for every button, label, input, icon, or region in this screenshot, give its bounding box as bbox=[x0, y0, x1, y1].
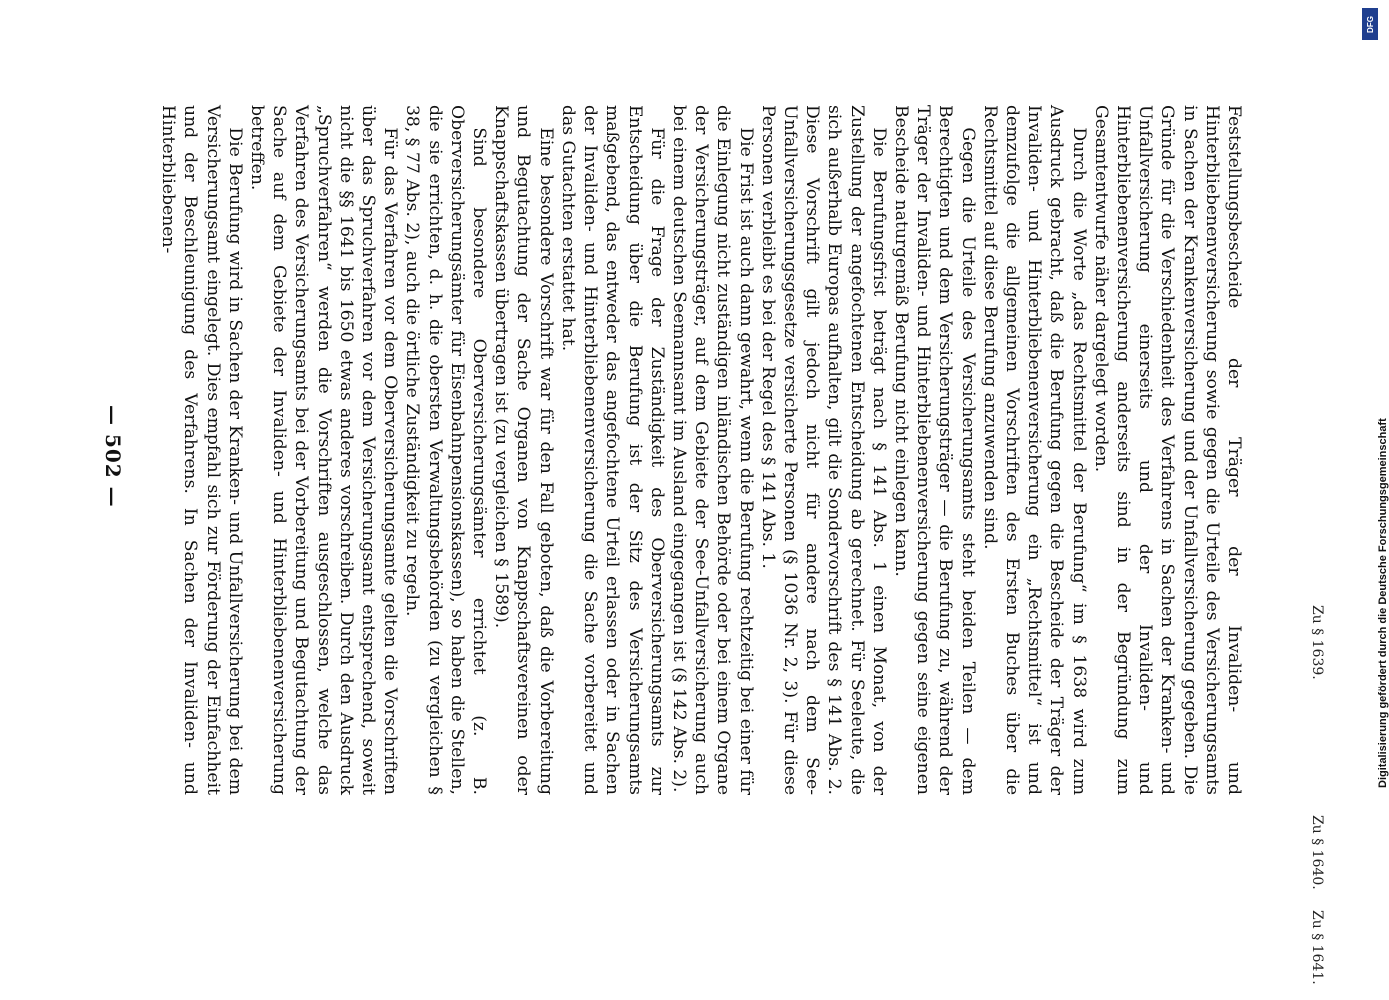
paragraph-4: Die Berufungsfrist beträgt nach § 141 Abs. 1 einen Monat, von der Zustellung der angefochtenen Entscheidung ab gerechnet. Für Seeleute, die sich außerhalb Europas aufhalten, gilt die Sondervorschrift des § 141 Abs. 2. Diese Vorschrift gilt jedoch nicht für andere nach dem See-Unfallversicherungsgesetze versicherte Personen (§ 1036 Nr. 2, 3). Für diese Personen verbleibt es bei der Regel des § 141 Abs. 1. bbox=[757, 105, 889, 795]
digitization-note: Digitalisierung gefördert durch die Deutsche Forschungsgemeinschaft bbox=[1377, 418, 1389, 788]
page-number: — 502 — bbox=[101, 405, 125, 508]
paragraph-10: Die Berufung wird in Sachen der Kranken- und Unfallversicherung bei dem Versicherungsamt eingelegt. Dies empfahl sich zur Förderung der Einfachheit und der Beschleunigung des Verfahrens. In Sachen der Invaliden- und Hinterbliebenen- bbox=[158, 105, 245, 795]
paragraph-6: Für die Frage der Zuständigkeit des Oberversicherungsamts zur Entscheidung über die Berufung ist der Sitz des Versicherungsamts maßgebend, das entweder das angefochtene Urteil erlassen oder in Sachen der Invaliden- und Hinterbliebenenversicherung die Sache vorbereitet und das Gutachten erstattet hat. bbox=[557, 105, 667, 795]
paragraph-8: Sind besondere Oberversicherungsämter errichtet (z. B. Oberversicherungsämter für Eisenbahnpensionskassen), so haben die Stellen, die sie errichten, d. h. die obersten Verwaltungsbehörden (zu vergleichen § 38, § 77 Abs. 2), auch die örtliche Zuständigkeit zu regeln. bbox=[402, 105, 490, 795]
paragraph-1: Feststellungsbescheide der Träger der Invaliden- und Hinterbliebenenversicherung sowie gegen die Urteile des Versicherungsamts in Sachen der Krankenversicherung und der Unfallversicherung gegeben. Die Gründe für die Verschiedenheit des Verfahrens in Sachen der Kranken- und Unfallversicherung einerseits und der Invaliden- und Hinterbliebenenversicherung anderseits sind in der Begründung zum Gesamtentwurfe näher dargelegt worden. bbox=[1090, 105, 1244, 795]
margin-note-1640: Zu § 1640. bbox=[1309, 815, 1325, 890]
digitization-footer bbox=[1361, 8, 1389, 788]
paragraph-5: Die Frist ist auch dann gewahrt, wenn die Berufung rechtzeitig bei einer für die Einlegung nicht zuständigen inländischen Behörde oder bei einem Organe der Versicherungsträger, auf dem Gebiete der See-Unfallversicherung auch bei einem deutschen Seemannsamt im Ausland eingegangen ist (§ 142 Abs. 2). bbox=[668, 105, 756, 795]
paragraph-9: Für das Verfahren vor dem Oberversicherungsamte gelten die Vorschriften über das Spruchverfahren vor dem Versicherungsamt entsprechend, soweit nicht die §§ 1641 bis 1650 etwas anderes vorschreiben. Durch den Ausdruck „Spruchverfahren“ werden die Vorschriften ausgeschlossen, welche das Verfahren des Versicherungsamts bei der Vorbereitung und Begutachtung der Sache auf dem Gebiete der Invaliden- und Hinterbliebenenversicherung betreffen. bbox=[247, 105, 401, 795]
rotated-book-page bbox=[101, 105, 1325, 985]
dfg-logo: DFG bbox=[1362, 8, 1378, 40]
margin-note-1641: Zu § 1641. bbox=[1309, 910, 1325, 985]
paragraph-3: Gegen die Urteile des Versicherungsamts steht beiden Teilen — dem Berechtigten und dem Versicherungsträger — die Berufung zu, während der Träger der Invaliden- und Hinterbliebenenversicherung gegen seine eigenen Bescheide naturgemäß Berufung nicht einlegen kann. bbox=[890, 105, 978, 795]
paragraph-2: Durch die Worte „das Rechtsmittel der Berufung“ im § 1638 wird zum Ausdruck gebracht, daß die Berufung gegen die Bescheide der Träger der Invaliden- und Hinterbliebenenversicherung ein „Rechtsmittel“ ist und demzufolge die allgemeinen Vorschriften des Ersten Buches über die Rechtsmittel auf diese Berufung anzuwenden sind. bbox=[979, 105, 1089, 795]
margin-note-1639: Zu § 1639. bbox=[1309, 605, 1325, 680]
body-text bbox=[145, 105, 1245, 795]
paragraph-7: Eine besondere Vorschrift war für den Fall geboten, daß die Vorbereitung und Begutachtung der Sache Organen von Knappschaftsvereinen oder Knappschaftskassen übertragen ist (zu vergleichen § 1589). bbox=[491, 105, 556, 795]
